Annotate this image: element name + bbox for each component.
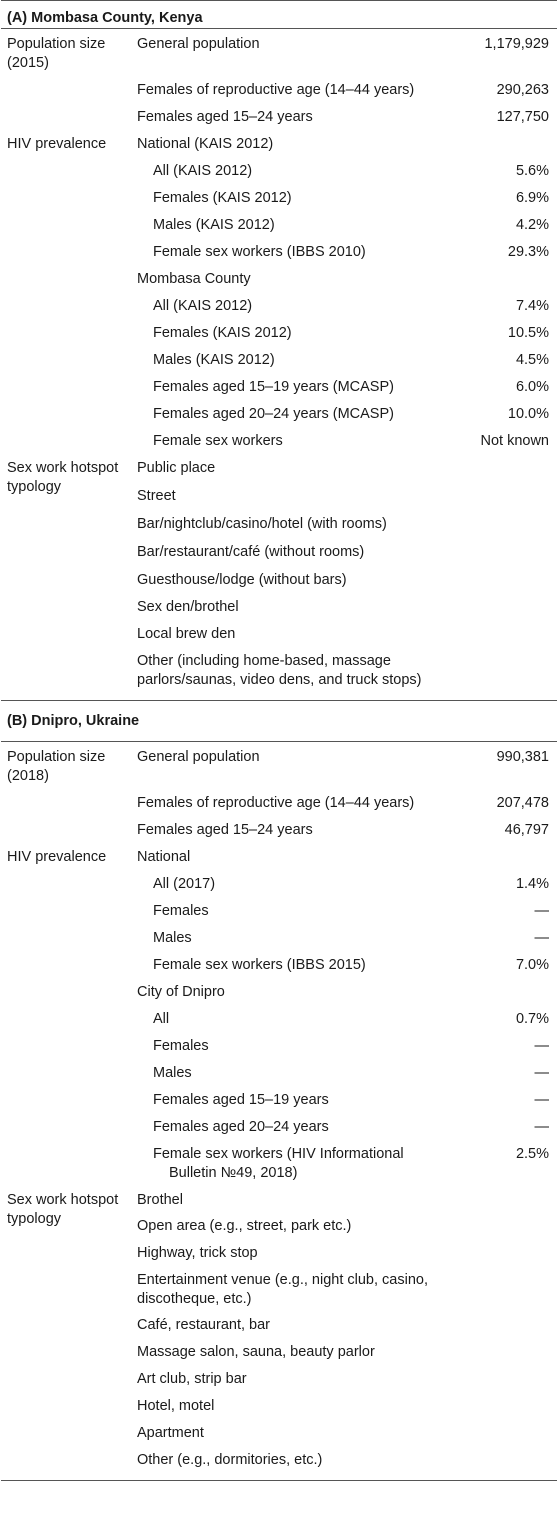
row-label: Other (including home-based, massage parlors/saunas, video dens, and truck stops) bbox=[137, 653, 422, 688]
table-row bbox=[1, 405, 557, 432]
table-row bbox=[1, 1343, 557, 1370]
row-label: Bar/nightclub/casino/hotel (with rooms) bbox=[137, 516, 387, 532]
row-label: Females bbox=[153, 903, 209, 919]
section-rule-a bbox=[1, 28, 557, 29]
row-group: Population size (2015) bbox=[7, 36, 106, 71]
row-label: Sex den/brothel bbox=[137, 599, 239, 615]
table-row bbox=[1, 652, 557, 700]
row-value: — bbox=[534, 1038, 549, 1054]
row-label: Highway, trick stop bbox=[137, 1245, 258, 1261]
row-label: All bbox=[153, 1011, 170, 1027]
row-label: Art club, strip bar bbox=[137, 1371, 247, 1387]
row-label: Other (e.g., dormitories, etc.) bbox=[137, 1452, 323, 1468]
section-a-body bbox=[1, 35, 557, 700]
row-label: Males (KAIS 2012) bbox=[153, 352, 275, 368]
row-label: Open area (e.g., street, park etc.) bbox=[137, 1218, 352, 1234]
row-label: Café, restaurant, bar bbox=[137, 1317, 270, 1333]
table-rule-bottom bbox=[1, 1480, 557, 1481]
row-label: Brothel bbox=[137, 1192, 183, 1208]
row-label: All (2017) bbox=[153, 876, 216, 892]
row-label: Apartment bbox=[137, 1425, 204, 1441]
table-row bbox=[1, 1451, 557, 1478]
row-label: Guesthouse/lodge (without bars) bbox=[137, 572, 347, 588]
row-label: Hotel, motel bbox=[137, 1398, 215, 1414]
row-group: Sex work hotspot typology bbox=[7, 1192, 119, 1227]
row-value: — bbox=[534, 1119, 549, 1135]
row-value: 990,381 bbox=[496, 749, 549, 765]
row-value: — bbox=[534, 1065, 549, 1081]
table-row bbox=[1, 351, 557, 378]
row-value: 4.5% bbox=[515, 352, 549, 368]
row-value: 290,263 bbox=[496, 82, 549, 98]
table-row bbox=[1, 35, 557, 81]
table-row bbox=[1, 543, 557, 571]
row-group: Sex work hotspot typology bbox=[7, 460, 119, 495]
row-group: HIV prevalence bbox=[7, 136, 107, 152]
row-label: Street bbox=[137, 488, 176, 504]
row-label: All (KAIS 2012) bbox=[153, 163, 253, 179]
section-title-a: (A) Mombasa County, Kenya bbox=[7, 10, 203, 26]
row-label: General population bbox=[137, 36, 260, 52]
row-value: 7.4% bbox=[515, 298, 549, 314]
row-label: Males bbox=[153, 1065, 192, 1081]
row-group: Population size (2018) bbox=[7, 749, 106, 784]
row-label: Female sex workers bbox=[153, 433, 283, 449]
row-label: Female sex workers (IBBS 2015) bbox=[153, 957, 366, 973]
row-label: Females aged 15–19 years (MCASP) bbox=[153, 379, 394, 395]
row-label: Public place bbox=[137, 460, 216, 476]
row-value: — bbox=[534, 930, 549, 946]
section-title-b: (B) Dnipro, Ukraine bbox=[7, 713, 140, 729]
table-row bbox=[1, 1424, 557, 1451]
row-label: Males (KAIS 2012) bbox=[153, 217, 275, 233]
row-value: — bbox=[534, 903, 549, 919]
row-label: Females (KAIS 2012) bbox=[153, 325, 292, 341]
table-row bbox=[1, 983, 557, 1010]
table-row bbox=[1, 1244, 557, 1271]
row-label: Massage salon, sauna, beauty parlor bbox=[137, 1344, 375, 1360]
row-label: Males bbox=[153, 930, 192, 946]
section-b-body bbox=[1, 748, 557, 1478]
row-value: 6.0% bbox=[515, 379, 549, 395]
row-label: Females of reproductive age (14–44 years) bbox=[137, 82, 415, 98]
row-label: Female sex workers (HIV Informational Bulletin №49, 2018) bbox=[153, 1146, 404, 1181]
table-row bbox=[1, 848, 557, 875]
row-value: 5.6% bbox=[515, 163, 549, 179]
row-label: Females aged 20–24 years (MCASP) bbox=[153, 406, 394, 422]
row-value: 29.3% bbox=[507, 244, 549, 260]
row-label: Females aged 15–24 years bbox=[137, 822, 313, 838]
table-row bbox=[1, 324, 557, 351]
table-row bbox=[1, 1091, 557, 1118]
table-row bbox=[1, 1397, 557, 1424]
table-row bbox=[1, 1145, 557, 1191]
row-label: National (KAIS 2012) bbox=[137, 136, 274, 152]
table-row bbox=[1, 1370, 557, 1397]
table-row bbox=[1, 902, 557, 929]
row-label: Females bbox=[153, 1038, 209, 1054]
row-label: Females aged 15–19 years bbox=[153, 1092, 329, 1108]
table-row bbox=[1, 81, 557, 108]
data-table bbox=[1, 0, 557, 1481]
row-value: Not known bbox=[480, 433, 549, 449]
table-row bbox=[1, 748, 557, 794]
row-label: Females of reproductive age (14–44 years) bbox=[137, 795, 415, 811]
row-label: Female sex workers (IBBS 2010) bbox=[153, 244, 366, 260]
table-row bbox=[1, 189, 557, 216]
row-label: Mombasa County bbox=[137, 271, 251, 287]
table-row bbox=[1, 216, 557, 243]
row-value: 10.0% bbox=[507, 406, 549, 422]
table-row bbox=[1, 459, 557, 495]
table-row bbox=[1, 162, 557, 189]
row-label: National bbox=[137, 849, 191, 865]
table-row bbox=[1, 821, 557, 848]
row-label: Local brew den bbox=[137, 626, 236, 642]
row-label: Females aged 20–24 years bbox=[153, 1119, 329, 1135]
table-row bbox=[1, 1010, 557, 1037]
row-label: City of Dnipro bbox=[137, 984, 225, 1000]
row-label: General population bbox=[137, 749, 260, 765]
row-label: Females (KAIS 2012) bbox=[153, 190, 292, 206]
row-value: 4.2% bbox=[515, 217, 549, 233]
table-row bbox=[1, 270, 557, 297]
row-value: 1.4% bbox=[515, 876, 549, 892]
row-label: Females aged 15–24 years bbox=[137, 109, 313, 125]
table-row bbox=[1, 108, 557, 135]
table-row bbox=[1, 243, 557, 270]
row-value: 6.9% bbox=[515, 190, 549, 206]
table-row bbox=[1, 1316, 557, 1343]
table-row bbox=[1, 297, 557, 324]
row-value: 207,478 bbox=[496, 795, 549, 811]
table-row bbox=[1, 929, 557, 956]
table-row bbox=[1, 1118, 557, 1145]
row-value: 0.7% bbox=[515, 1011, 549, 1027]
row-value: 1,179,929 bbox=[484, 36, 549, 52]
row-value: 2.5% bbox=[515, 1146, 549, 1162]
table-row bbox=[1, 625, 557, 652]
row-label: Bar/restaurant/café (without rooms) bbox=[137, 544, 365, 560]
row-value: 7.0% bbox=[515, 957, 549, 973]
table-row bbox=[1, 1064, 557, 1091]
table-row bbox=[1, 956, 557, 983]
row-value: 127,750 bbox=[496, 109, 549, 125]
table-row bbox=[1, 432, 557, 459]
table-row bbox=[1, 1037, 557, 1064]
table-row bbox=[1, 794, 557, 821]
table-row bbox=[1, 598, 557, 625]
row-label: All (KAIS 2012) bbox=[153, 298, 253, 314]
table-row bbox=[1, 875, 557, 902]
section-rule-b bbox=[1, 741, 557, 742]
table-row bbox=[1, 515, 557, 543]
row-value: 10.5% bbox=[507, 325, 549, 341]
table-row bbox=[1, 135, 557, 162]
row-value: — bbox=[534, 1092, 549, 1108]
table-row bbox=[1, 378, 557, 405]
row-label: Entertainment venue (e.g., night club, casino, discotheque, etc.) bbox=[137, 1272, 428, 1307]
row-group: HIV prevalence bbox=[7, 849, 107, 865]
row-value: 46,797 bbox=[504, 822, 549, 838]
table-row bbox=[1, 1271, 557, 1316]
table-row bbox=[1, 571, 557, 598]
